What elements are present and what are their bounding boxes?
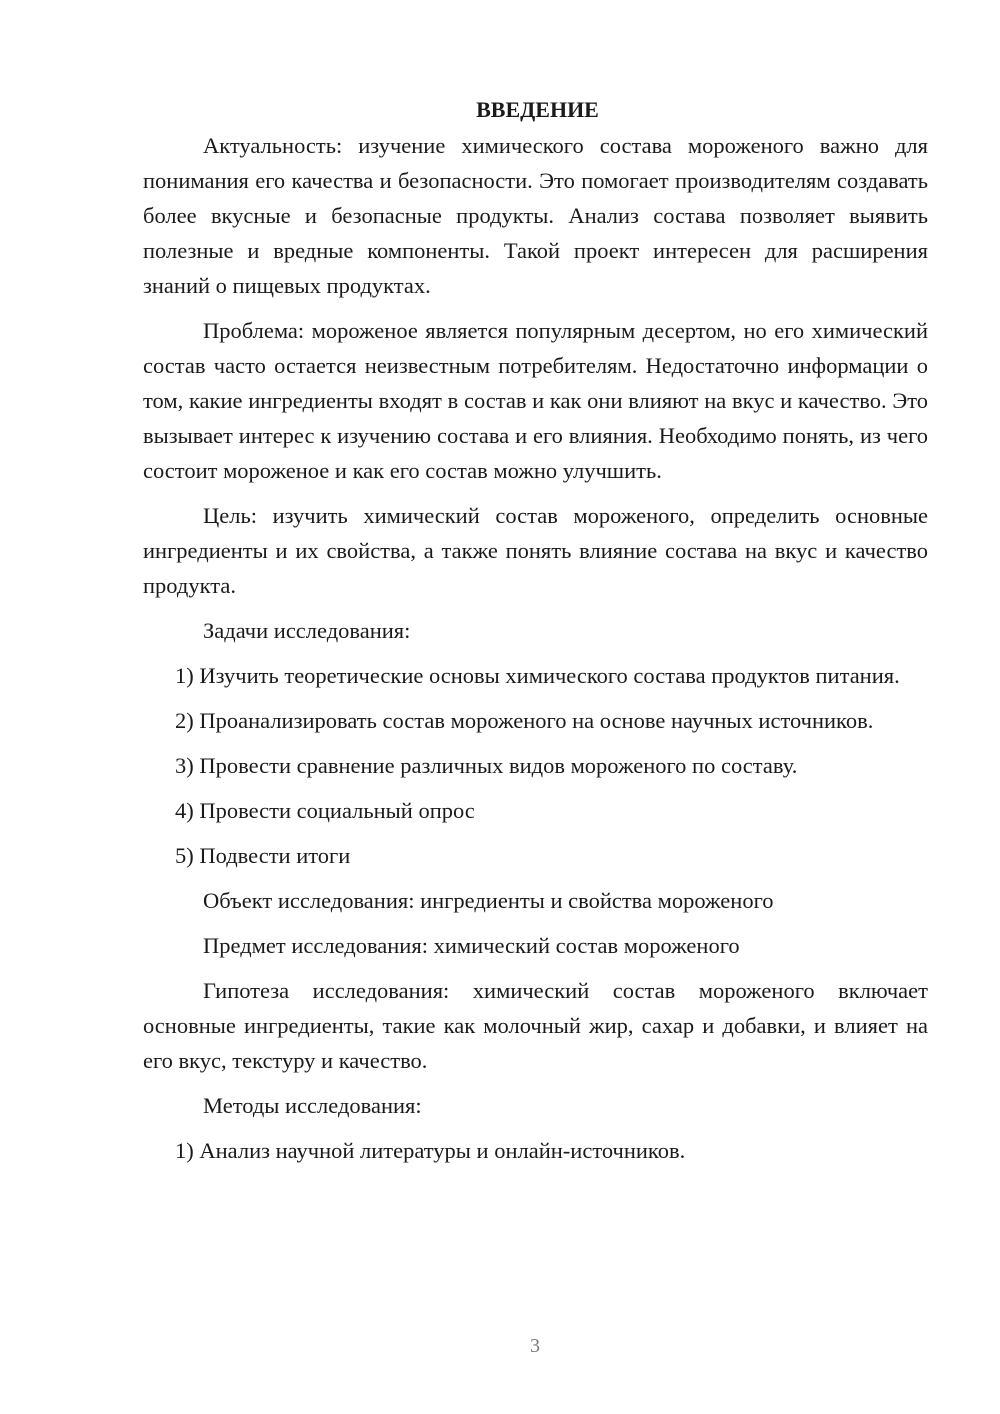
method-item-1: 1) Анализ научной литературы и онлайн-источников. [175, 1138, 686, 1163]
goal-paragraph: Цель: изучить химический состав мороженого, определить основные ингредиенты и их свойства, а также понять влияние состава на вкус и качество продукта. [143, 503, 928, 598]
task-item-3: 3) Провести сравнение различных видов мороженого по составу. [175, 753, 798, 778]
methods-heading: Методы исследования: [203, 1093, 422, 1118]
page-number: 3 [530, 1335, 540, 1357]
research-hypothesis: Гипотеза исследования: химический состав мороженого включает основные ингредиенты, такие как молочный жир, сахар и добавки, и влияет на его вкус, текстуру и качество. [143, 978, 928, 1073]
problem-paragraph: Проблема: мороженое является популярным десертом, но его химический состав часто остается неизвестным потребителям. Недостаточно информации о том, какие ингредиенты входят в состав и как они влияют на вкус и качество. Это вызывает интерес к изучению состава и его влияния. Необходимо понять, из чего состоит мороженое и как его состав можно улучшить. [143, 318, 928, 483]
document-page [143, 94, 928, 1168]
section-title: ВВЕДЕНИЕ [476, 97, 599, 122]
research-object: Объект исследования: ингредиенты и свойства мороженого [203, 888, 774, 913]
task-item-5: 5) Подвести итоги [175, 843, 351, 868]
relevance-paragraph: Актуальность: изучение химического состава мороженого важно для понимания его качества и безопасности. Это помогает производителям создавать более вкусные и безопасные продукты. Анализ состава позволяет выявить полезные и вредные компоненты. Такой проект интересен для расширения знаний о пищевых продуктах. [143, 133, 928, 298]
tasks-heading: Задачи исследования: [203, 618, 411, 643]
task-item-1: 1) Изучить теоретические основы химического состава продуктов питания. [175, 663, 900, 688]
task-item-4: 4) Провести социальный опрос [175, 798, 475, 823]
research-subject: Предмет исследования: химический состав мороженого [203, 933, 740, 958]
task-item-2: 2) Проанализировать состав мороженого на основе научных источников. [175, 708, 874, 733]
